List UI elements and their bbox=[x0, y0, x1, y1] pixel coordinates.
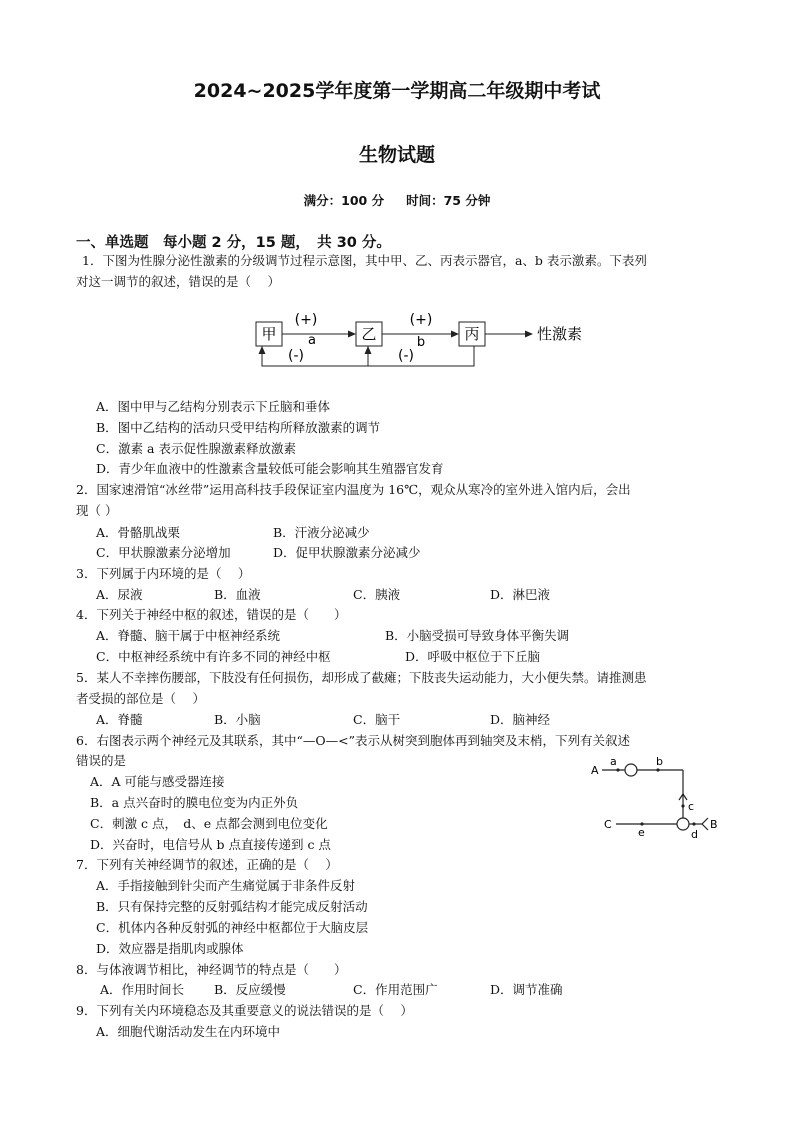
q3-option-a: A．尿液 bbox=[96, 587, 143, 602]
q8-stem: 8．与体液调节相比，神经调节的特点是（ ） bbox=[76, 962, 347, 977]
q5-option-a: A．脊髓 bbox=[96, 712, 143, 727]
q1-option-a: A．图中甲与乙结构分别表示下丘脑和垂体 bbox=[96, 399, 331, 414]
hormone-a-label: a bbox=[308, 333, 316, 348]
q8-option-c: C．作用范围广 bbox=[353, 982, 438, 997]
q2-option-c: C．甲状腺激素分泌增加 bbox=[96, 545, 231, 560]
plus-label-1: (+) bbox=[294, 312, 318, 328]
sex-hormone-label: 性激素 bbox=[537, 325, 583, 343]
point-a-label: a bbox=[610, 755, 617, 768]
exam-title: 2024~2025学年度第一学期高二年级期中考试 bbox=[193, 80, 601, 102]
q2-stem-line2: 现（ ） bbox=[76, 503, 118, 518]
subject-title: 生物试题 bbox=[358, 144, 435, 166]
q2-stem-line1: 2．国家速滑馆“冰丝带”运用高科技手段保证室内温度为 16℃，观众从寒冷的室外进入馆内后，会出 bbox=[76, 482, 631, 497]
point-b-label: b bbox=[656, 755, 663, 768]
q2-option-d: D．促甲状腺激素分泌减少 bbox=[273, 545, 421, 560]
q8-option-b: B．反应缓慢 bbox=[214, 982, 286, 997]
q6-option-c: C．刺激 c 点， d、e 点都会测到电位变化 bbox=[90, 816, 328, 831]
minus-label-1: (-) bbox=[288, 348, 304, 364]
q1-option-b: B．图中乙结构的活动只受甲结构所释放激素的调节 bbox=[96, 420, 381, 435]
q9-stem: 9．下列有关内环境稳态及其重要意义的说法错误的是（ ） bbox=[76, 1003, 413, 1018]
point-A-label: A bbox=[591, 764, 599, 777]
q7-option-a: A．手指接触到针尖而产生痛觉属于非条件反射 bbox=[96, 878, 356, 893]
q6-option-d: D．兴奋时，电信号从 b 点直接传递到 c 点 bbox=[90, 837, 331, 852]
q4-stem: 4．下列关于神经中枢的叙述，错误的是（ ） bbox=[76, 607, 347, 622]
point-e-label: e bbox=[638, 826, 645, 839]
exam-meta bbox=[0, 191, 794, 209]
q9-option-a: A．细胞代谢活动发生在内环境中 bbox=[96, 1024, 281, 1039]
q2-option-a: A．骨骼肌战栗 bbox=[96, 525, 181, 540]
q7-stem: 7．下列有关神经调节的叙述，正确的是（ ） bbox=[76, 857, 338, 872]
plus-label-2: (+) bbox=[409, 312, 433, 328]
box-bing-label: 丙 bbox=[464, 325, 480, 343]
q7-option-d: D．效应器是指肌肉或腺体 bbox=[96, 941, 244, 956]
q3-stem: 3．下列属于内环境的是（ ） bbox=[76, 566, 251, 581]
box-jia-label: 甲 bbox=[261, 325, 277, 343]
q1-stem-line2: 对这一调节的叙述，错误的是（ ） bbox=[76, 274, 280, 289]
q5-stem-line1: 5．某人不幸摔伤腰部，下肢没有任何损伤，却形成了截瘫；下肢丧失运动能力，大小便失禁。请推测患 bbox=[76, 670, 647, 685]
time-info: 时间：75 分钟 bbox=[406, 193, 491, 208]
q8-option-a: A．作用时间长 bbox=[100, 982, 185, 997]
point-d-label: d bbox=[691, 828, 698, 841]
q5-option-b: B．小脑 bbox=[214, 712, 261, 727]
neuron-diagram bbox=[590, 752, 730, 844]
q6-option-b: B．a 点兴奋时的膜电位变为内正外负 bbox=[90, 795, 299, 810]
hormone-regulation-diagram bbox=[250, 306, 600, 372]
point-B-label: B bbox=[710, 818, 718, 831]
q2-option-b: B．汗液分泌减少 bbox=[273, 525, 370, 540]
q3-option-b: B．血液 bbox=[214, 587, 261, 602]
point-C-label: C bbox=[604, 818, 612, 831]
hormone-b-label: b bbox=[416, 335, 426, 350]
point-c-label: c bbox=[688, 800, 695, 813]
q5-option-d: D．脑神经 bbox=[490, 712, 551, 727]
score-info: 满分：100 分 bbox=[303, 193, 385, 208]
q1-option-c: C．激素 a 表示促性腺激素释放激素 bbox=[96, 441, 296, 456]
q7-option-b: B．只有保持完整的反射弧结构才能完成反射活动 bbox=[96, 899, 368, 914]
q7-option-c: C．机体内各种反射弧的神经中枢都位于大脑皮层 bbox=[96, 920, 369, 935]
q1-option-d: D．青少年血液中的性激素含量较低可能会影响其生殖器官发育 bbox=[96, 461, 444, 476]
q6-option-a: A．A 可能与感受器连接 bbox=[90, 774, 225, 789]
q4-option-b: B．小脑受损可导致身体平衡失调 bbox=[385, 628, 570, 643]
minus-label-2: (-) bbox=[398, 348, 414, 364]
q5-stem-line2: 者受损的部位是（ ） bbox=[76, 691, 205, 706]
q6-stem-line1: 6．右图表示两个神经元及其联系，其中“—O—<”表示从树突到胞体再到轴突及末梢，下列有关叙述 bbox=[76, 733, 630, 748]
section-heading: 一、单选题 每小题 2 分，15 题， 共 30 分。 bbox=[76, 235, 391, 251]
q8-option-d: D．调节准确 bbox=[490, 982, 563, 997]
q4-option-c: C．中枢神经系统中有许多不同的神经中枢 bbox=[96, 649, 331, 664]
q5-option-c: C．脑干 bbox=[353, 712, 401, 727]
q3-option-d: D．淋巴液 bbox=[490, 587, 551, 602]
q6-stem-line2: 错误的是 bbox=[76, 753, 127, 768]
q3-option-c: C．胰液 bbox=[353, 587, 401, 602]
q4-option-a: A．脊髓、脑干属于中枢神经系统 bbox=[96, 628, 281, 643]
q1-stem-line1: 1．下图为性腺分泌性激素的分级调节过程示意图，其中甲、乙、丙表示器官，a、b 表示激素。下表列 bbox=[82, 253, 647, 268]
box-yi-label: 乙 bbox=[361, 325, 377, 343]
q4-option-d: D．呼吸中枢位于下丘脑 bbox=[405, 649, 541, 664]
